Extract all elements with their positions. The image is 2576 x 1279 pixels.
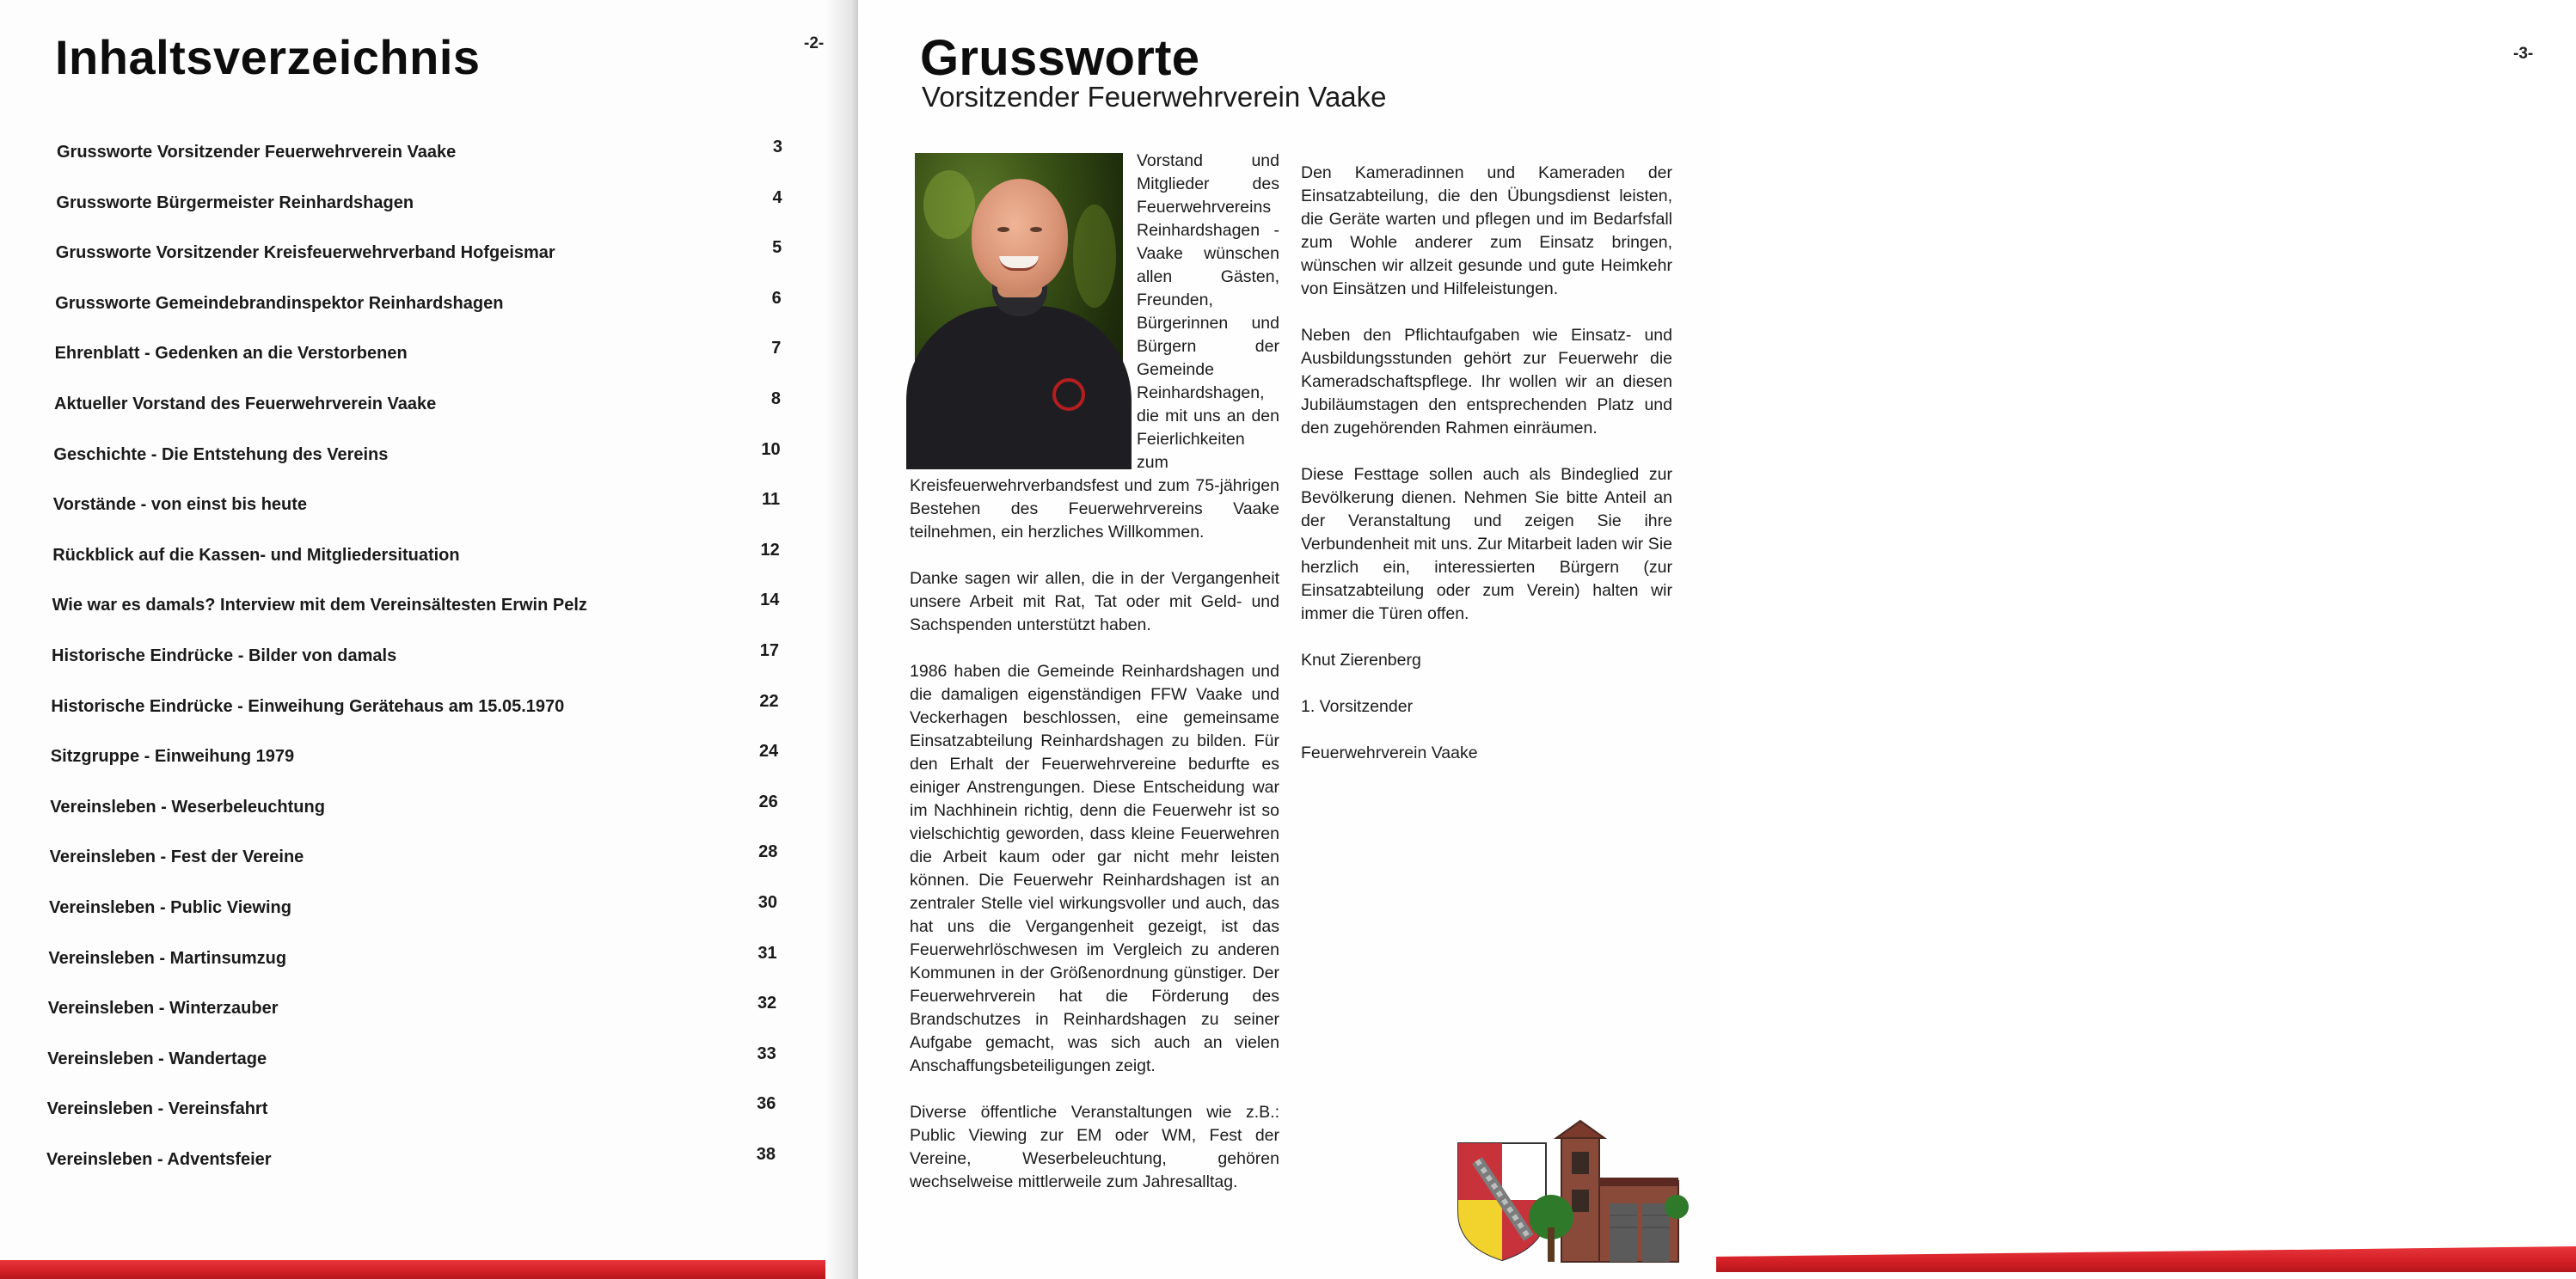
toc-entry xyxy=(56,187,813,219)
toc-entry-page-number: 8 xyxy=(770,389,781,408)
toc-entry-label: Vereinsleben - Public Viewing xyxy=(49,898,291,917)
page-number-left: -2- xyxy=(804,34,825,52)
chairman-portrait-photo xyxy=(915,153,1123,452)
paragraph-welcome xyxy=(910,150,1279,544)
toc-entry-label: Grussworte Gemeindebrandinspektor Reinhardshagen xyxy=(55,293,504,313)
paragraph-thanks: Danke sagen wir allen, die in der Vergangenheit unsere Arbeit mit Rat, Tat oder mit Geld- und Sachspenden unterstützt haben. xyxy=(910,569,1279,634)
toc-entry-page-number: 31 xyxy=(757,943,777,963)
signature-role-line-1: 1. Vorsitzender xyxy=(1301,697,1414,716)
toc-entry xyxy=(47,994,805,1025)
toc-entry xyxy=(48,943,805,975)
toc-entry xyxy=(46,1094,804,1125)
toc-entry-label: Geschichte - Die Entstehung des Vereins xyxy=(53,444,389,464)
toc-entry-label: Historische Eindrücke - Einweihung Gerätehaus am 15.05.1970 xyxy=(51,696,565,716)
toc-entry xyxy=(49,893,806,924)
toc-entry xyxy=(52,540,809,572)
toc-entry xyxy=(57,138,813,168)
toc-entry xyxy=(55,288,812,320)
toc-entry xyxy=(50,792,807,823)
red-footer-band-left xyxy=(0,1260,851,1279)
toc-entry-label: Rückblick auf die Kassen- und Mitgliedersituation xyxy=(52,545,460,565)
paragraph-welcome-text: Vorstand und Mitglieder des Feuerwehrvereins Reinhardshagen - Vaake wünschen allen Gästen, Freunden, Bürgerinnen und Bürgern der Gemeinde Reinhardshagen, die mit uns an den Feierlichkeiten zum Kreisfeuerwehrverbandsfest und zum 75-jährigen Bestehen des Feuerwehrvereins Vaake teilnehmen, ein herzliches Willkommen. xyxy=(910,151,1279,542)
toc-entry-label: Vereinsleben - Vereinsfahrt xyxy=(46,1099,268,1119)
paragraph-duties: Neben den Pflichtaufgaben wie Einsatz- und Ausbildungsstunden gehört zur Feuerwehr die Kameradschaftspflege. Ihr wollen wir an diesen Jubiläumstagen den entsprechenden Platz und den zugehörenden Rahmen einräumen. xyxy=(1301,326,1672,438)
toc-entry-page-number: 12 xyxy=(760,540,780,560)
toc-entry xyxy=(46,1145,803,1176)
toc-entry-page-number: 17 xyxy=(759,641,779,660)
paragraph-history-1986: 1986 haben die Gemeinde Reinhardshagen und die damaligen eigenständigen FFW Vaake und Veckerhagen beschlossen, eine gemeinsame Einsatzabteilung Reinhardshagen zu bilden. Für den Erhalt der Feuerwehrvereine bedurfte es einiger Anstrengungen. Diese Entscheidung war im Nachhinein richtig, denn die Feuerwehr ist so vielschichtig geworden, dass kleine Feuerwehren die Arbeit kaum oder gar nicht mehr leisten können. Die Feuerwehr Reinhardshagen ist an zentraler Stelle viel wirkungsvoller und auch, das hat uns die Vergangenheit gezeigt, ist das Feuerwehrlöschwesen im Vergleich zu anderen Kommunen in der Größenordnung günstiger. Der Feuerwehrverein hat die Förderung des Brandschutzes in Reinhardshagen zu seiner Aufgabe gemacht, was sich auch an vielen Anschaffungsbeteiligungen zeigt. xyxy=(910,662,1279,1075)
toc-entry-page-number: 28 xyxy=(758,842,778,862)
greeting-column-1 xyxy=(910,150,1279,1217)
toc-entry xyxy=(54,339,812,370)
toc-entry xyxy=(49,842,807,873)
page-right xyxy=(858,0,2534,1279)
greeting-subtitle: Vorsitzender Feuerwehrverein Vaake xyxy=(922,81,1387,113)
signature-name: Knut Zierenberg xyxy=(1301,651,1421,670)
toc-entry-page-number: 22 xyxy=(759,691,779,711)
toc-entry-page-number: 4 xyxy=(772,187,782,207)
toc-entry-label: Grussworte Bürgermeister Reinhardshagen xyxy=(56,193,414,212)
toc-entry-label: Grussworte Vorsitzender Feuerwehrverein Vaake xyxy=(57,143,457,162)
table-of-contents xyxy=(0,0,851,1279)
toc-entry-label: Historische Eindrücke - Bilder von damals xyxy=(52,646,397,665)
toc-entry-page-number: 24 xyxy=(758,742,779,762)
toc-entry xyxy=(52,591,809,621)
toc-entry-label: Vereinsleben - Wandertage xyxy=(47,1049,267,1068)
red-footer-band-right xyxy=(1716,1246,2576,1272)
page-number-right: -3- xyxy=(2513,45,2534,63)
toc-entry-label: Vereinsleben - Weserbeleuchtung xyxy=(50,797,325,817)
toc-entry-label: Vereinsleben - Winterzauber xyxy=(47,999,279,1019)
toc-entry xyxy=(55,238,813,269)
toc-entry-page-number: 30 xyxy=(757,893,777,912)
toc-entry-label: Ehrenblatt - Gedenken an die Verstorbenen xyxy=(54,344,408,364)
toc-entry xyxy=(53,439,810,471)
greeting-title: Grussworte xyxy=(920,30,1200,86)
toc-entry xyxy=(54,389,811,420)
toc-entry-page-number: 14 xyxy=(760,591,780,610)
toc-entry xyxy=(50,742,807,773)
toc-entry-page-number: 36 xyxy=(757,1094,776,1114)
toc-entry-label: Vereinsleben - Fest der Vereine xyxy=(49,848,304,867)
toc-entry-page-number: 10 xyxy=(761,439,781,459)
toc-entry-page-number: 7 xyxy=(771,339,782,358)
fire-station-coat-of-arms-icon xyxy=(1451,1117,1684,1264)
toc-entry-label: Vereinsleben - Martinsumzug xyxy=(48,948,287,968)
toc-entry-page-number: 3 xyxy=(772,138,782,156)
paragraph-comrades: Den Kameradinnen und Kameraden der Einsatzabteilung, die den Übungsdienst leisten, die Geräte warten und pflegen und im Bedarfsfall zum Wohle anderer zum Einsatz bringen, wünschen wir allzeit gesunde und gute Heimkehr von Einsätzen und Hilfeleistungen. xyxy=(1301,163,1672,298)
toc-entry-label: Vereinsleben - Adventsfeier xyxy=(46,1150,272,1169)
toc-entry-page-number: 32 xyxy=(757,994,777,1013)
toc-entry-page-number: 38 xyxy=(756,1145,776,1164)
toc-entry-label: Vorstände - von einst bis heute xyxy=(52,495,308,515)
toc-entry xyxy=(51,691,807,723)
toc-entry-label: Grussworte Vorsitzender Kreisfeuerwehrverband Hofgeismar xyxy=(55,243,555,263)
greeting-column-2 xyxy=(1301,162,1672,788)
toc-entry-label: Sitzgruppe - Einweihung 1979 xyxy=(50,747,295,767)
toc-entry-page-number: 6 xyxy=(771,288,782,308)
paragraph-events: Diverse öffentliche Veranstaltungen wie z.B.: Public Viewing zur EM oder WM, Fest der Vereine, Weserbeleuchtung, gehören wechselweise mittlerweile zum Jahresalltag. xyxy=(910,1103,1279,1191)
toc-entry-page-number: 33 xyxy=(757,1043,776,1063)
toc-entry-page-number: 26 xyxy=(758,792,778,811)
toc-entry xyxy=(52,490,810,521)
toc-entry-label: Wie war es damals? Interview mit dem Vereinsältesten Erwin Pelz xyxy=(52,596,587,615)
toc-entry-page-number: 5 xyxy=(772,238,782,258)
toc-entry-page-number: 11 xyxy=(762,490,781,510)
page-left xyxy=(0,0,851,1279)
toc-title: Inhaltsverzeichnis xyxy=(55,30,481,84)
paragraph-festival: Diese Festtage sollen auch als Bindeglied zur Bevölkerung dienen. Nehmen Sie bitte Anteil an der Veranstaltung und zeigen Sie ihre Verbundenheit mit uns. Zur Mitarbeit laden wir Sie herzlich ein, interessierten Bürgern (zur Einsatzabteilung oder zum Verein) halten wir immer die Türen offen. xyxy=(1301,465,1672,623)
toc-entry xyxy=(47,1043,804,1075)
signature-role-line-2: Feuerwehrverein Vaake xyxy=(1301,744,1478,762)
toc-entry-label: Aktueller Vorstand des Feuerwehrverein Vaake xyxy=(54,395,437,413)
toc-entry xyxy=(52,641,808,672)
